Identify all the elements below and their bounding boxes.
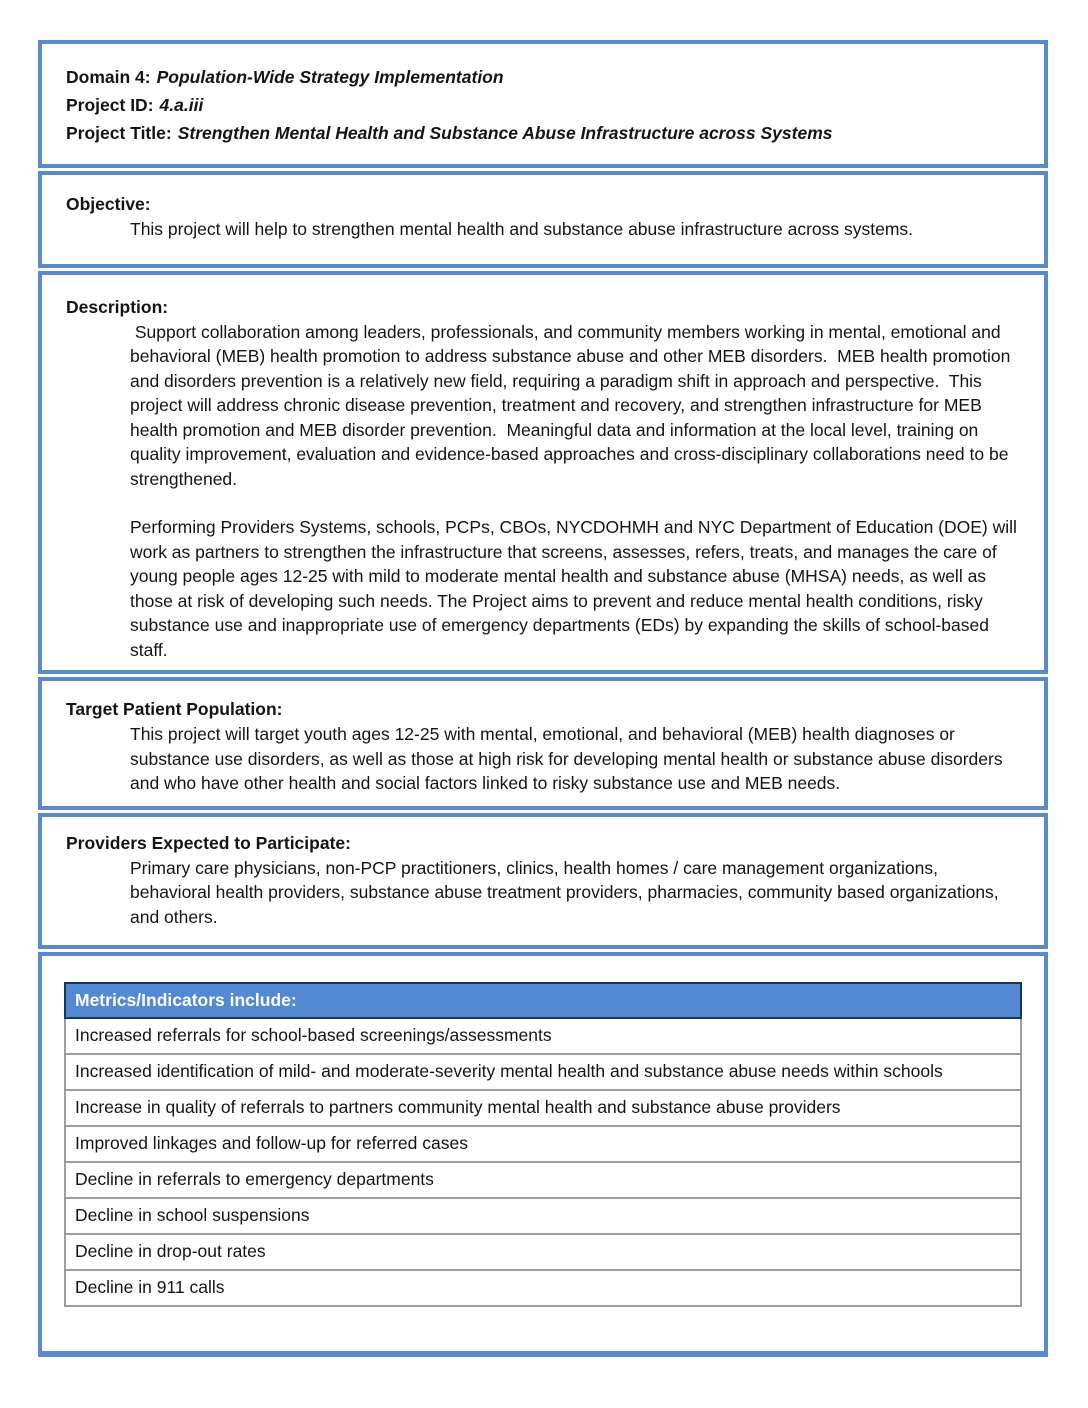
description-heading: Description: [66,296,169,317]
objective-section [38,171,1048,268]
target-population-heading: Target Patient Population: [66,699,283,719]
target-population-text: This project will target youth ages 12-25 with mental, emotional, and behavioral (MEB) health diagnoses or substance use disorders, as well as those at high risk for developing mental health or substance abuse disorders and who have other health and social factors linked to risky substance use and MEB needs. [130,724,1008,793]
providers-text: Primary care physicians, non-PCP practitioners, clinics, health homes / care management organizations, behavioral health providers, substance abuse treatment providers, pharmacies, community based organizations, and others. [130,857,1004,927]
metrics-section [38,952,1048,1357]
project-id-value: 4.a.iii [159,95,204,115]
metrics-row [65,1162,1021,1198]
domain-label: Domain 4: [66,67,151,87]
metrics-table-header-row [65,983,1021,1018]
metrics-table [64,982,1022,1307]
metrics-row-text: Improved linkages and follow-up for referred cases [65,1126,1021,1162]
target-population-section [38,677,1048,810]
providers-section [38,813,1048,950]
metrics-row [65,1126,1021,1162]
metrics-row [65,1198,1021,1234]
providers-heading: Providers Expected to Participate: [66,832,351,853]
metrics-row [65,1018,1021,1054]
metrics-row-text: Increased identification of mild- and moderate-severity mental health and substance abuse needs within schools [65,1054,1021,1090]
metrics-row-text: Decline in school suspensions [65,1198,1021,1234]
metrics-row-text: Increase in quality of referrals to partners community mental health and substance abuse providers [65,1090,1021,1126]
project-id-label: Project ID: [66,95,154,115]
description-paragraph-2: Performing Providers Systems, schools, PCPs, CBOs, NYCDOHMH and NYC Department of Education (DOE) will work as partners to strengthen the infrastructure that screens, assesses, refers, treats, and manages the care of young people ages 12-25 with mild to moderate mental health and substance abuse (MHSA) needs, as well as those at risk of developing such needs. The Project aims to prevent and reduce mental health conditions, risky substance use and inappropriate use of emergency departments (EDs) by expanding the skills of school-based staff. [130,517,1022,660]
metrics-row-text: Decline in 911 calls [65,1270,1021,1306]
project-title-label: Project Title: [66,123,172,143]
domain-field [66,63,1018,91]
metrics-row-text: Decline in referrals to emergency departments [65,1162,1021,1198]
domain-value: Population-Wide Strategy Implementation [156,67,504,87]
project-header-box [38,40,1048,168]
metrics-row-text: Decline in drop-out rates [65,1234,1021,1270]
metrics-row [65,1270,1021,1306]
project-title-value: Strengthen Mental Health and Substance Abuse Infrastructure across Systems [177,123,833,143]
metrics-row [65,1234,1021,1270]
objective-text: This project will help to strengthen mental health and substance abuse infrastructure across systems. [130,219,914,239]
project-title-field [66,119,1018,147]
metrics-row [65,1090,1021,1126]
project-id-field [66,91,1018,119]
metrics-row [65,1054,1021,1090]
description-paragraph-1: Support collaboration among leaders, professionals, and community members working in mental, emotional and behavioral (MEB) health promotion to address substance abuse and other MEB disorders. MEB health promotion and disorders prevention is a relatively new field, requiring a paradigm shift in approach and perspective. This project will address chronic disease prevention, treatment and recovery, and strengthen infrastructure for MEB health promotion and MEB disorder prevention. Meaningful data and information at the local level, training on quality improvement, evaluation and evidence-based approaches and cross-disciplinary collaborations need to be strengthened. [130,321,1016,489]
objective-heading: Objective: [66,194,151,214]
metrics-table-header: Metrics/Indicators include: [65,983,1021,1018]
metrics-row-text: Increased referrals for school-based screenings/assessments [65,1018,1021,1054]
description-section [38,271,1048,675]
